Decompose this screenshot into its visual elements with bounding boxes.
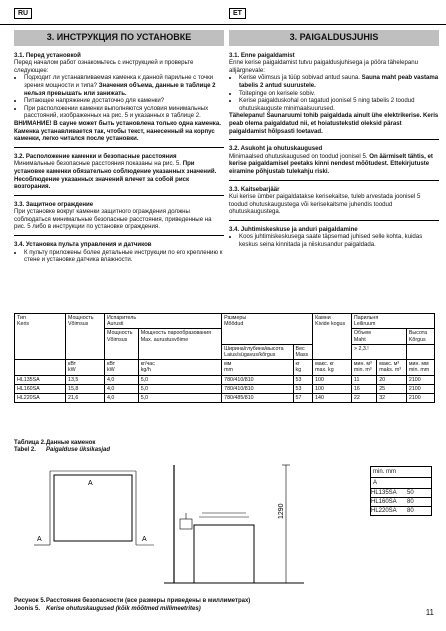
unit-vol-max: макс. м³ maks. m³ bbox=[377, 360, 407, 375]
list-item: • Toitepinge on kerisele sobiv. bbox=[239, 90, 439, 98]
list-item: • Kerise võimsus ja tüüp sobivad antud sauna. Sauna maht peab vastama tabelis 2 antud suurustele. bbox=[239, 74, 439, 89]
header-height: Высота Kõrgus bbox=[406, 329, 434, 344]
language-tag-ru: RU bbox=[14, 8, 32, 19]
list-item: • К пульту приложены более детальные инструкции по его креплению к стене и установке датчика влажности. bbox=[24, 249, 224, 264]
heater-spec-table bbox=[14, 313, 435, 403]
list-item: • Питающее напряжение достаточно для каменки? bbox=[24, 97, 224, 105]
list-item: • Подходит ли устанавливаемая каменка к данной парильне с точки зрения мощности и типа? Значения объема, данные в таблице 2 нельзя превышать или занижать. bbox=[24, 74, 224, 97]
paragraph-et: Minimaalsed ohutuskaugused on toodud joonisel 5. On äärmiselt tähtis, et kerise paigaldamisel peetaks kinni nendest mõõtudest. Ettekirjutuste eiramine põhjustab tulekahju riski. bbox=[229, 152, 433, 175]
heading-3-3-ru: 3.3. Защитное ограждение bbox=[14, 200, 94, 208]
table-row: HL220SA 21,6 4,0 5,0 780/485/810 57 140 22 32 2100 bbox=[15, 394, 435, 403]
language-tag-et: ET bbox=[229, 8, 246, 19]
header-evap-rate: Мощность парообразования Max. aurustusvõime bbox=[138, 329, 221, 360]
list-item: • Kerise paigalduskohal on tagatud joonisel 5 ning tabelis 2 toodud ohutuskauguste minimaalsuurused. bbox=[239, 97, 439, 112]
divider bbox=[229, 139, 439, 140]
heading-3-4-ru: 3.4. Установка пульта управления и датчиков bbox=[14, 241, 152, 249]
paragraph-ru: Минимальные безопасные расстояния показаны на рис. 5. При установке каменки обязательно соблюдение указанных значений. Несоблюдение указанных значений влечет за собой риск возгорания. bbox=[14, 160, 217, 191]
section-title-ru: 3. ИНСТРУКЦИЯ ПО УСТАНОВКЕ bbox=[14, 30, 224, 46]
unit-stones: макс. кг max. kg bbox=[313, 360, 352, 375]
section-title-et: 3. PAIGALDUSJUHIS bbox=[229, 30, 439, 46]
dim-table-col: A bbox=[371, 478, 432, 489]
column-et bbox=[229, 30, 439, 249]
paragraph-et: Kui kerise ümber paigaldatakse kerisekaitse, tuleb arvestada joonisel 5 toodud ohutuskaugustega või kerisekaitsme juhendis toodud ohutuskaugustega. bbox=[229, 193, 421, 216]
front-view-diagram bbox=[164, 465, 304, 583]
unit-weight: кг kg bbox=[293, 360, 313, 375]
unit-power: кВт kW bbox=[66, 360, 105, 375]
list-item: • Koos juhtimiskeskusega saate täpsemad juhised selle kohta, kuidas keskus seina kinnitada ja niiskusandur paigaldada. bbox=[239, 233, 439, 248]
table-row: HL135SA 50 bbox=[371, 489, 432, 498]
header-stones: Камни Kivide kogus bbox=[313, 314, 352, 360]
unit-height-min: мин. мм min. mm bbox=[406, 360, 434, 375]
header-power: Мощность Võimsus bbox=[66, 314, 105, 360]
header-dims-sub: Ширина/глубина/высота Laius/sügavus/kõrgus bbox=[222, 344, 293, 359]
header-type: Тип Keris bbox=[15, 314, 66, 360]
paragraph-ru: При установке вокруг каменки защитного ограждения должны соблюдаться минимальные безопасные расстояния, приведенные на рис. 5 либо в инструкции по установке ограждения. bbox=[14, 208, 212, 231]
divider bbox=[14, 195, 224, 196]
figure-caption: Рисунок 5.Расстояния безопасности (все размеры приведены в миллиметрах) Joonis 5. Kerise ohutuskaugused (kõik mõõtmed millimeetrites) bbox=[14, 598, 251, 612]
label-a: A bbox=[88, 480, 93, 487]
column-ru bbox=[14, 30, 224, 264]
heading-3-1-et: 3.1. Enne paigaldamist bbox=[229, 51, 295, 59]
heading-3-4-et: 3.4. Juhtimiskeskuse ja anduri paigaldamine bbox=[229, 225, 358, 233]
divider bbox=[14, 235, 224, 236]
table-row: HL135SA 13,5 4,0 5,0 780/410/810 53 100 11 20 2100 bbox=[15, 375, 435, 384]
unit-dims: мм mm bbox=[222, 360, 293, 375]
header-volume: Объем Maht bbox=[351, 329, 406, 344]
divider bbox=[229, 220, 439, 221]
heading-3-2-ru: 3.2. Расположение каменки и безопасные расстояния bbox=[14, 152, 177, 160]
heading-3-3-et: 3.3. Kaitsebarjäär bbox=[229, 185, 280, 193]
page-number: 11 bbox=[425, 608, 434, 617]
paragraph-intro-et: Enne kerise paigaldamist tutvu paigaldusjuhisega ja pööra tähelepanu alljärgnevale: bbox=[229, 59, 419, 74]
table-row: HL220SA 80 bbox=[371, 507, 432, 516]
label-a: A bbox=[142, 536, 147, 543]
table-row: HL160SA 15,8 4,0 5,0 780/410/810 53 100 16 25 2100 bbox=[15, 384, 435, 393]
distance-table bbox=[370, 466, 432, 516]
label-a: A bbox=[37, 536, 42, 543]
dim-table-header: min. mm bbox=[371, 467, 432, 478]
warning-ru: ВНИМАНИЕ! В сауне может быть установлена только одна каменка. Каменка устанавливается так, чтобы текст, нанесенный на корпус каменки, легко читался после установки. bbox=[14, 119, 221, 143]
warning-et: Tähelepanu! Saunaruumi tohib paigaldada ainult ühe elektrikerise. Keris peab olema paigaldatud nii, et hoiatustekstid oleksid pärast paigaldamist hõlpsasti loetavad. bbox=[229, 112, 439, 135]
header-dimensions: Размеры Mõõdud bbox=[222, 314, 313, 345]
table-row: HL160SA 80 bbox=[371, 498, 432, 507]
top-view-diagram bbox=[34, 471, 154, 545]
unit-evap-power: кВт kW bbox=[105, 360, 139, 375]
dimension-1290: 1290 bbox=[278, 503, 285, 519]
divider bbox=[14, 147, 224, 148]
table-caption: Таблица 2.Данные каменок Tabel 2. Paigalduse üksikasjad bbox=[14, 440, 111, 453]
unit-vol-min: мин. м³ min. m³ bbox=[351, 360, 376, 375]
header-room: Парильня Leiliruum bbox=[351, 314, 434, 329]
header-evaporator: Испаритель Aurusti bbox=[105, 314, 222, 329]
header-evap-power: Мощность Võimsus bbox=[105, 329, 139, 360]
header-weight: Вес Mass bbox=[293, 344, 313, 359]
divider bbox=[229, 180, 439, 181]
paragraph-intro-ru: Перед началом работ ознакомьтесь с инструкцией и проверьте следующее: bbox=[14, 59, 194, 74]
header-rule bbox=[0, 24, 446, 25]
header-volume-note: > 2,3.! bbox=[351, 344, 406, 359]
list-item: • При расположении каменки выполняются условия минимальных расстояний, изображенных на рис. 5 и указанных в таблице 2. bbox=[24, 105, 224, 120]
unit-rate: кг/час kg/h bbox=[138, 360, 221, 375]
safety-distance-figure bbox=[14, 455, 364, 595]
heading-3-1-ru: 3.1. Перед установкой bbox=[14, 51, 81, 59]
heading-3-2-et: 3.2. Asukoht ja ohutuskaugused bbox=[229, 145, 323, 153]
